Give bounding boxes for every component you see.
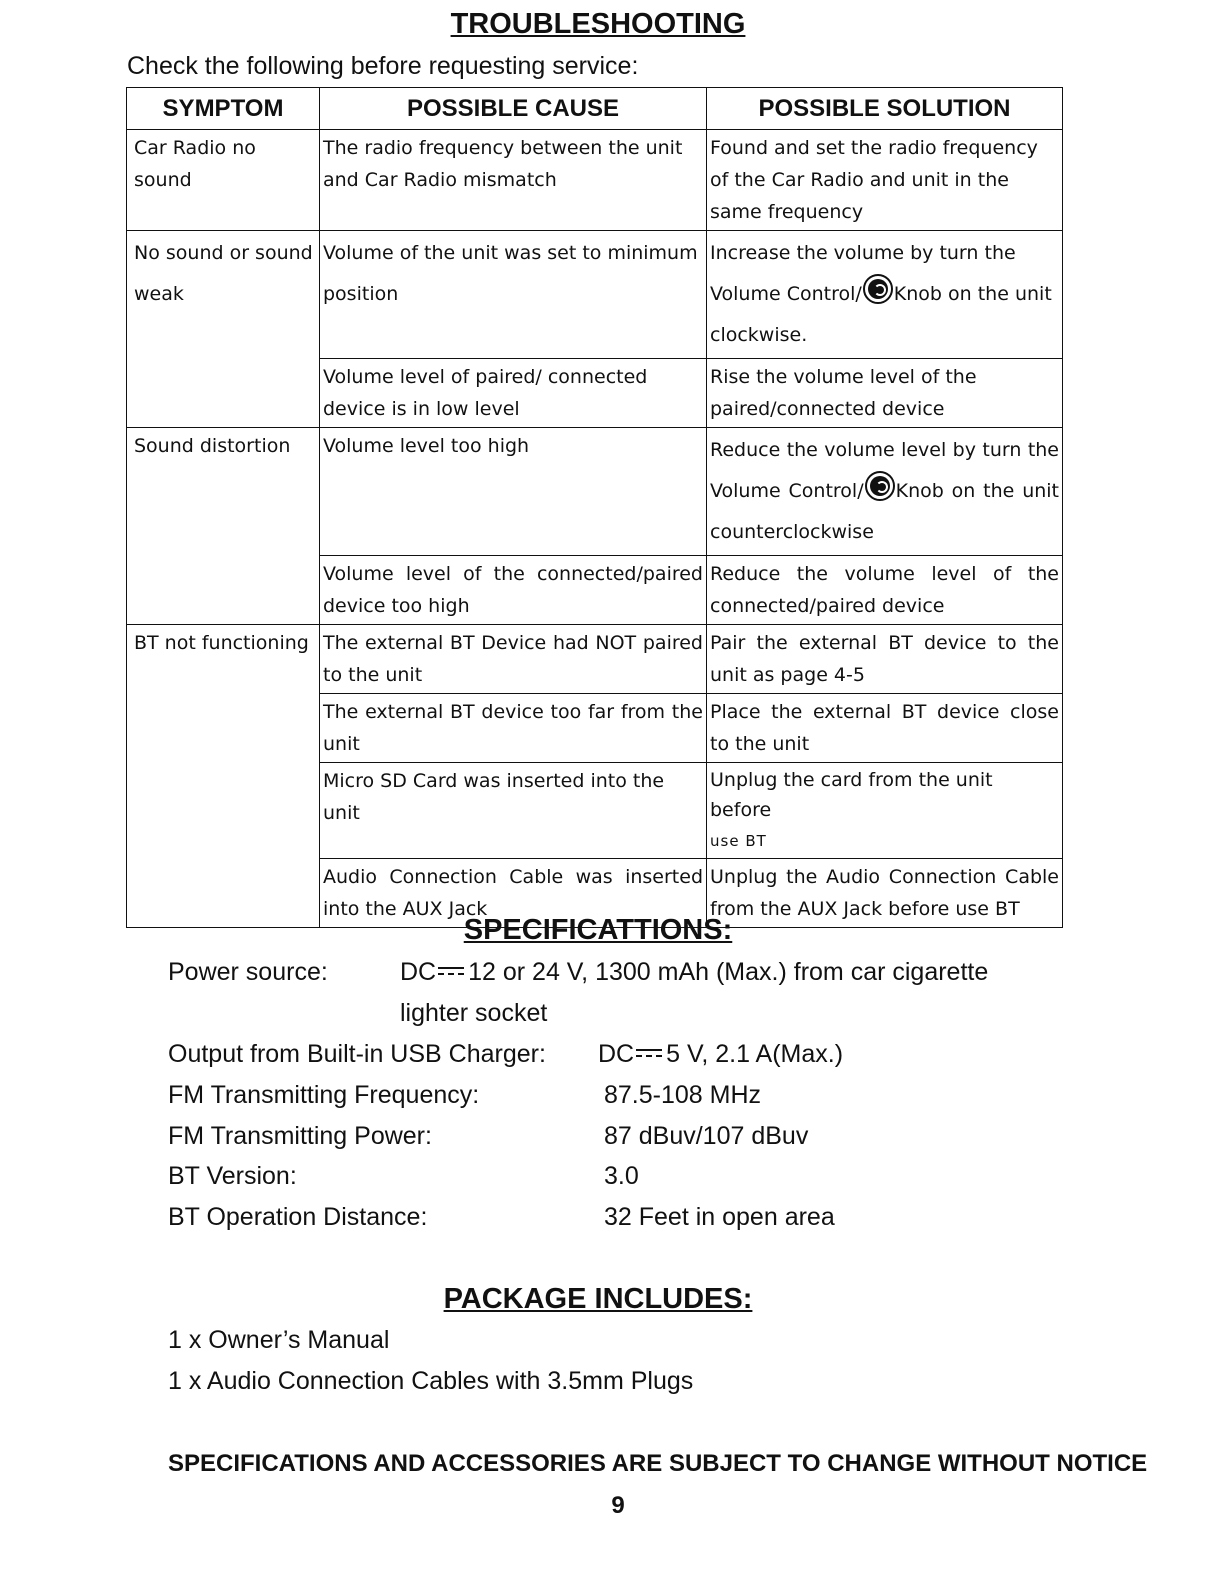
solution-text: Unplug the card from the unit before [710, 769, 993, 821]
cause-cell: The external BT Device had NOT paired to the unit [320, 625, 707, 694]
dc-symbol-icon [636, 1047, 662, 1061]
header-cause: POSSIBLE CAUSE [320, 88, 707, 130]
solution-cell: Place the external BT device close to the unit [707, 694, 1063, 763]
cause-cell: The radio frequency between the unit and Car Radio mismatch [320, 130, 707, 231]
troubleshooting-title: TROUBLESHOOTING [450, 8, 746, 40]
table-row [127, 130, 1063, 231]
spec-value: 87.5-108 MHz [604, 1081, 762, 1109]
table-row [127, 231, 1063, 359]
solution-cell: Pair the external BT device to the unit as page 4-5 [707, 625, 1063, 694]
table-row [127, 625, 1063, 694]
package-title: PACKAGE INCLUDES: [443, 1283, 753, 1315]
spec-label: FM Transmitting Frequency: [168, 1081, 480, 1109]
solution-cell: Unplug the Audio Connection Cable from the AUX Jack before use BT [707, 859, 1063, 928]
cause-cell: Volume level too high [320, 428, 707, 556]
spec-value: 3.0 [604, 1162, 639, 1190]
cause-cell: The external BT device too far from the unit [320, 694, 707, 763]
dc-symbol-icon [438, 965, 464, 979]
solution-cell [707, 763, 1063, 859]
dc-label: DC [400, 958, 437, 986]
solution-text: use BT [710, 832, 767, 850]
solution-cell [707, 428, 1063, 556]
spec-value: 87 dBuv/107 dBuv [604, 1122, 809, 1150]
change-notice: SPECIFICATIONS AND ACCESSORIES ARE SUBJECT TO CHANGE WITHOUT NOTICE [168, 1450, 1148, 1477]
solution-cell [707, 231, 1063, 359]
spec-label: BT Version: [168, 1162, 297, 1190]
specifications-title: SPECIFICATTIONS: [463, 914, 733, 946]
cause-cell: Volume of the unit was set to minimum position [320, 231, 707, 359]
troubleshooting-table [126, 87, 1063, 928]
usb-value: 5 V, 2.1 A(Max.) [666, 1040, 844, 1068]
spec-value: 32 Feet in open area [604, 1203, 835, 1231]
solution-cell: Found and set the radio frequency of the Car Radio and unit in the same frequency [707, 130, 1063, 231]
spec-label: BT Operation Distance: [168, 1203, 428, 1231]
troubleshooting-intro: Check the following before requesting service: [127, 52, 639, 80]
solution-cell: Rise the volume level of the paired/connected device [707, 359, 1063, 428]
spec-label: Power source: [168, 958, 328, 986]
page-number: 9 [611, 1492, 625, 1519]
spec-label: FM Transmitting Power: [168, 1122, 432, 1150]
symptom-cell: Sound distortion [127, 428, 320, 625]
package-item: 1 x Audio Connection Cables with 3.5mm Plugs [168, 1367, 694, 1395]
cause-cell: Volume level of paired/ connected device is in low level [320, 359, 707, 428]
spec-value [598, 1040, 843, 1069]
solution-text: Increase the volume by turn the Volume Control/ [710, 242, 1016, 305]
header-symptom: SYMPTOM [127, 88, 320, 130]
volume-knob-icon [865, 471, 895, 501]
spec-value [400, 958, 988, 987]
power-value: 12 or 24 V, 1300 mAh (Max.) from car cigarette [468, 958, 989, 986]
symptom-cell: Car Radio no sound [127, 130, 320, 231]
solution-text: Knob on the unit counterclockwise [710, 480, 1060, 543]
solution-cell: Reduce the volume level of the connected/paired device [707, 556, 1063, 625]
solution-text: Knob on the unit clockwise. [710, 283, 1052, 346]
cause-cell: Micro SD Card was inserted into the unit [320, 763, 707, 859]
table-header-row [127, 88, 1063, 130]
spec-label: Output from Built-in USB Charger: [168, 1040, 546, 1068]
symptom-cell: No sound or sound weak [127, 231, 320, 428]
package-item: 1 x Owner’s Manual [168, 1326, 390, 1354]
symptom-cell: BT not functioning [127, 625, 320, 928]
spec-value: lighter socket [400, 999, 548, 1027]
cause-cell: Volume level of the connected/paired device too high [320, 556, 707, 625]
solution-text: Reduce the volume level by turn the Volume Control/ [710, 439, 1059, 502]
dc-label: DC [598, 1040, 635, 1068]
volume-knob-icon [863, 274, 893, 304]
header-solution: POSSIBLE SOLUTION [707, 88, 1063, 130]
cause-cell: Audio Connection Cable was inserted into the AUX Jack [320, 859, 707, 928]
table-row [127, 428, 1063, 556]
